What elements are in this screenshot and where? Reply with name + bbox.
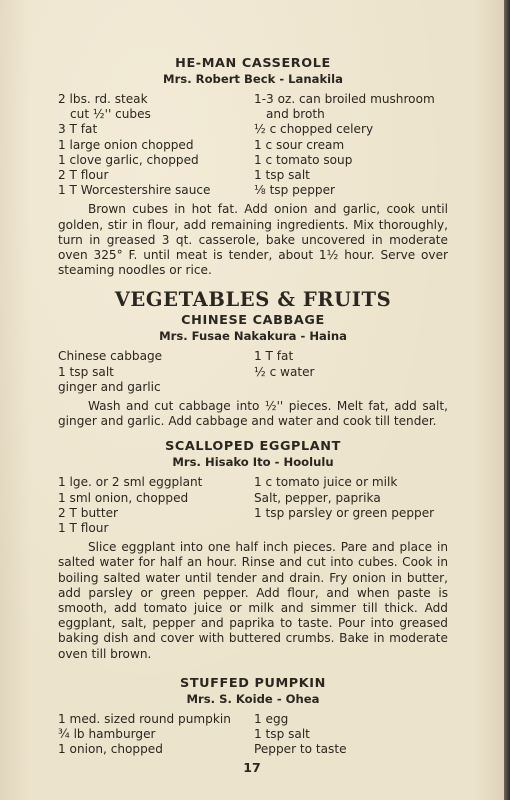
ingredient-column-right (254, 475, 448, 536)
ingredient-column-left (58, 712, 254, 758)
recipe-directions: Wash and cut cabbage into ½'' pieces. Melt fat, add salt, ginger and garlic. Add cabbage and water and cook till tender. (58, 399, 448, 429)
ingredient: 2 lbs. rd. steak (58, 92, 148, 106)
recipe-chinese-cabbage (58, 313, 448, 429)
ingredient-column-right (254, 712, 448, 758)
ingredient: 1 T flour (58, 521, 109, 536)
ingredient-list (58, 475, 448, 536)
ingredient-column-right (254, 349, 448, 395)
ingredient: 1-3 oz. can broiled mushroom (254, 92, 435, 106)
ingredient: 1 c tomato juice or milk (254, 475, 398, 490)
ingredient: 1 T Worcestershire sauce (58, 183, 211, 198)
ingredient: 1 T fat (254, 349, 294, 364)
ingredient: 1 sml onion, chopped (58, 490, 189, 505)
recipe-stuffed-pumpkin (58, 676, 448, 758)
ingredient-column-left (58, 92, 254, 198)
recipe-directions: Slice eggplant into one half inch pieces. Pare and place in salted water for half an hour. Rinse and cut into cubes. Cook in boiling salted water until tender and drain. Fry onion in butter, add parsley or green pepper. Add flour, and when paste is smooth, add tomato juice or milk and simmer till thick. Add eggplant, salt, pepper and paprika to taste. Pour into greased baking dish and cover with buttered crumbs. Bake in moderate oven till brown. (58, 540, 448, 661)
ingredient: 1 tsp salt (58, 364, 114, 379)
recipe-he-man-casserole (58, 56, 448, 278)
ingredient: and broth (266, 107, 325, 122)
ingredient: Chinese cabbage (58, 349, 163, 364)
ingredient: 1 clove garlic, chopped (58, 152, 199, 167)
ingredient: ¾ lb hamburger (58, 727, 156, 742)
ingredient-list (58, 349, 448, 395)
recipe-scalloped-eggplant (58, 439, 448, 661)
recipe-title: STUFFED PUMPKIN (180, 675, 326, 691)
recipe-title: SCALLOPED EGGPLANT (165, 439, 341, 455)
ingredient-column-left (58, 349, 254, 395)
ingredient-list (58, 712, 448, 758)
ingredient: 3 T fat (58, 122, 98, 137)
ingredient: ½ c water (254, 364, 315, 379)
ingredient-column-right (254, 92, 448, 198)
ingredient: ⅛ tsp pepper (254, 183, 336, 198)
book-spine-edge (504, 0, 510, 800)
ingredient: Pepper to taste (254, 742, 347, 757)
ingredient: ½ c chopped celery (254, 122, 374, 137)
recipe-author: Mrs. Fusae Nakakura - Haina (159, 329, 347, 344)
ingredient: 1 med. sized round pumpkin (58, 711, 231, 726)
recipe-author: Mrs. S. Koide - Ohea (186, 691, 320, 706)
section-heading: VEGETABLES & FRUITS (114, 288, 392, 312)
ingredient: 2 T butter (58, 505, 119, 520)
ingredient-column-left (58, 475, 254, 536)
ingredient: 1 onion, chopped (58, 742, 163, 757)
ingredient: 1 tsp parsley or green pepper (254, 505, 435, 520)
ingredient: 1 tsp salt (254, 168, 310, 183)
page-number: 17 (243, 760, 261, 775)
ingredient: ginger and garlic (58, 379, 161, 394)
recipe-title: HE-MAN CASSEROLE (175, 56, 331, 71)
ingredient: 1 tsp salt (254, 727, 310, 742)
ingredient: 1 egg (254, 711, 289, 726)
ingredient: 1 c tomato soup (254, 152, 353, 167)
ingredient: 1 c sour cream (254, 137, 345, 152)
ingredient: 1 large onion chopped (58, 137, 194, 152)
recipe-author: Mrs. Robert Beck - Lanakila (163, 72, 343, 86)
ingredient: 1 lge. or 2 sml eggplant (58, 475, 203, 490)
page-content (58, 56, 448, 758)
recipe-author: Mrs. Hisako Ito - Hoolulu (172, 455, 334, 470)
recipe-directions: Brown cubes in hot fat. Add onion and garlic, cook until golden, stir in flour, add remaining ingredients. Mix thoroughly, turn in greased 3 qt. casserole, bake uncovered in moderate oven 325° F. until meat is tender, about 1½ hour. Serve over steaming noodles or rice. (58, 202, 448, 278)
ingredient: 2 T flour (58, 168, 109, 183)
ingredient: cut ½'' cubes (70, 107, 151, 122)
ingredient: Salt, pepper, paprika (254, 490, 381, 505)
ingredient-list (58, 92, 448, 198)
recipe-title: CHINESE CABBAGE (181, 313, 325, 329)
